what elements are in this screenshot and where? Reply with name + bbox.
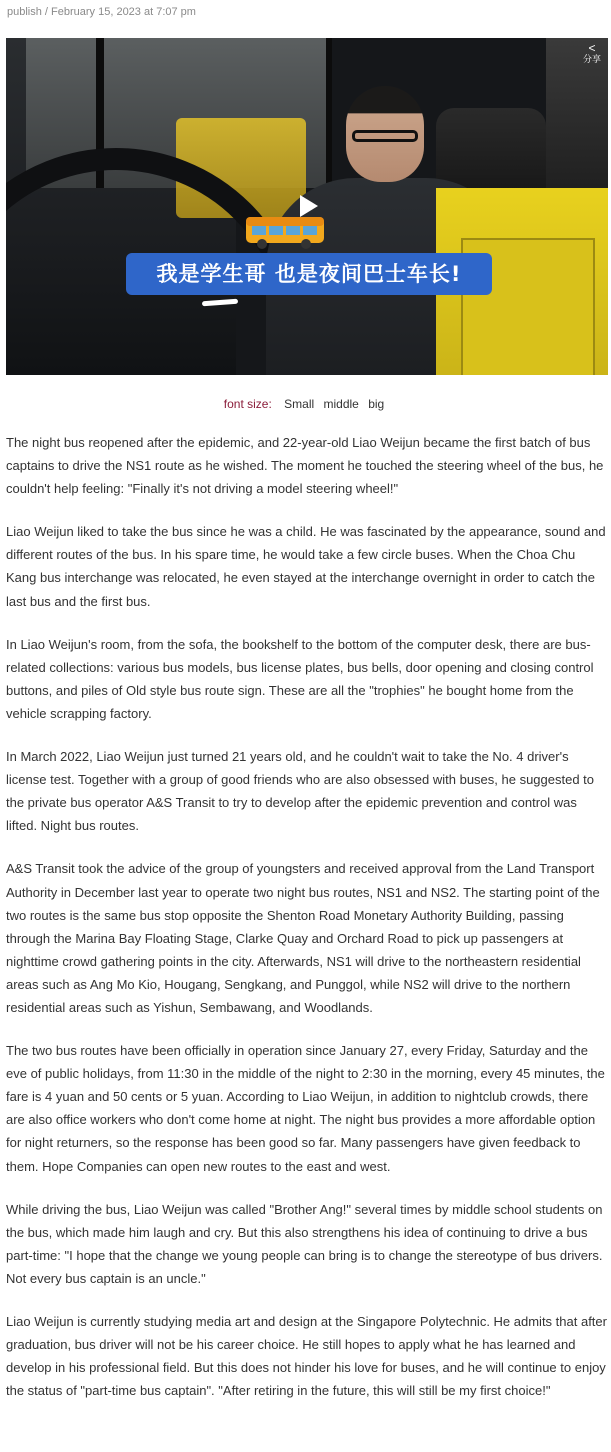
article-body <box>6 431 608 1422</box>
font-size-middle[interactable]: middle <box>323 397 359 411</box>
article-paragraph-5: A&S Transit took the advice of the group of youngsters and received approval from the Land Transport Authority in December last year to operate two night bus routes, NS1 and NS2. The starting point of the two routes is the same bus stop opposite the Shenton Road Monetary Authority Building, passing through the Marina Bay Floating Stage, Clarke Quay and Orchard Road to pick up passengers at nighttime crowd gathering points in the city. Afterwards, NS1 will drive to the northeastern residential areas such as Ang Mo Kio, Hougang, Sengkang, and Punggol, while NS2 will drive to the northern residential areas such as Yishun, Sembawang, and Woodlands. <box>6 861 600 1015</box>
article-paragraph-6: The two bus routes have been officially in operation since January 27, every Friday, Saturday and the eve of public holidays, from 11:30 in the middle of the night to 2:30 in the morning, every 45 minutes, the fare is 4 yuan and 50 cents or 5 yuan. According to Liao Weijun, in addition to nightclub crowds, there are also office workers who don't come home at night. The night bus provides a more affordable option for night returners, so the response has been good so far. Many passengers have given feedback to them. Hope Companies can open new routes to the east and west. <box>6 1043 605 1174</box>
share-label: 分享 <box>582 54 601 64</box>
font-size-label: font size: <box>223 397 272 411</box>
play-icon[interactable] <box>300 195 318 217</box>
video-caption: 我是学生哥 也是夜间巴士车长! <box>126 253 492 295</box>
publish-meta: publish / February 15, 2023 at 7:07 pm <box>7 6 196 18</box>
article-paragraph-2: Liao Weijun liked to take the bus since he was a child. He was fascinated by the appearance, sound and different routes of the bus. In his spare time, he would take a few circle buses. When the Choa Chu Kang bus interchange was relocated, he even stayed at the interchange overnight in order to catch the last bus and the first bus. <box>6 524 606 609</box>
article-paragraph-8: Liao Weijun is currently studying media art and design at the Singapore Polytechnic. He admits that after graduation, bus driver will not be his career choice. He still hopes to apply what he has learned and develop in his professional field. But this does not hinder his love for buses, and he will continue to enjoy the status of "part-time bus captain". "After retiring in the future, this will still be my first choice!" <box>6 1314 607 1399</box>
share-icon: < <box>588 41 596 55</box>
share-button[interactable] <box>580 42 604 64</box>
font-size-selector <box>0 396 611 412</box>
article-paragraph-3: In Liao Weijun's room, from the sofa, the bookshelf to the bottom of the computer desk, there are bus-related collections: various bus models, bus license plates, bus bells, door opening and closing control buttons, and piles of Old style bus route sign. These are all the "trophies" he bought home from the vehicle scrapping factory. <box>6 636 594 721</box>
font-size-big[interactable]: big <box>368 397 385 411</box>
bus-icon <box>244 215 326 251</box>
article-paragraph-4: In March 2022, Liao Weijun just turned 21 years old, and he couldn't wait to take the No. 4 driver's license test. Together with a group of good friends who are also obsessed with buses, he suggested to the private bus operator A&S Transit to try to develop after the epidemic prevention and control was lifted. Night bus routes. <box>6 749 595 834</box>
article-paragraph-1: The night bus reopened after the epidemic, and 22-year-old Liao Weijun became the first batch of bus captains to drive the NS1 route as he wished. The moment he touched the steering wheel of the bus, he couldn't help feeling: "Finally it's not driving a model steering wheel!" <box>6 435 604 497</box>
font-size-small[interactable]: Small <box>284 397 315 411</box>
article-paragraph-7: While driving the bus, Liao Weijun was called "Brother Ang!" several times by middle school students on the bus, which made him laugh and cry. But this also strengthens his idea of continuing to drive a bus part-time: "I hope that the change we young people can bring is to change the stereotype of bus drivers. Not every bus captain is an uncle." <box>6 1201 603 1286</box>
video-driver-glasses <box>352 130 418 142</box>
video-player[interactable] <box>6 38 608 375</box>
